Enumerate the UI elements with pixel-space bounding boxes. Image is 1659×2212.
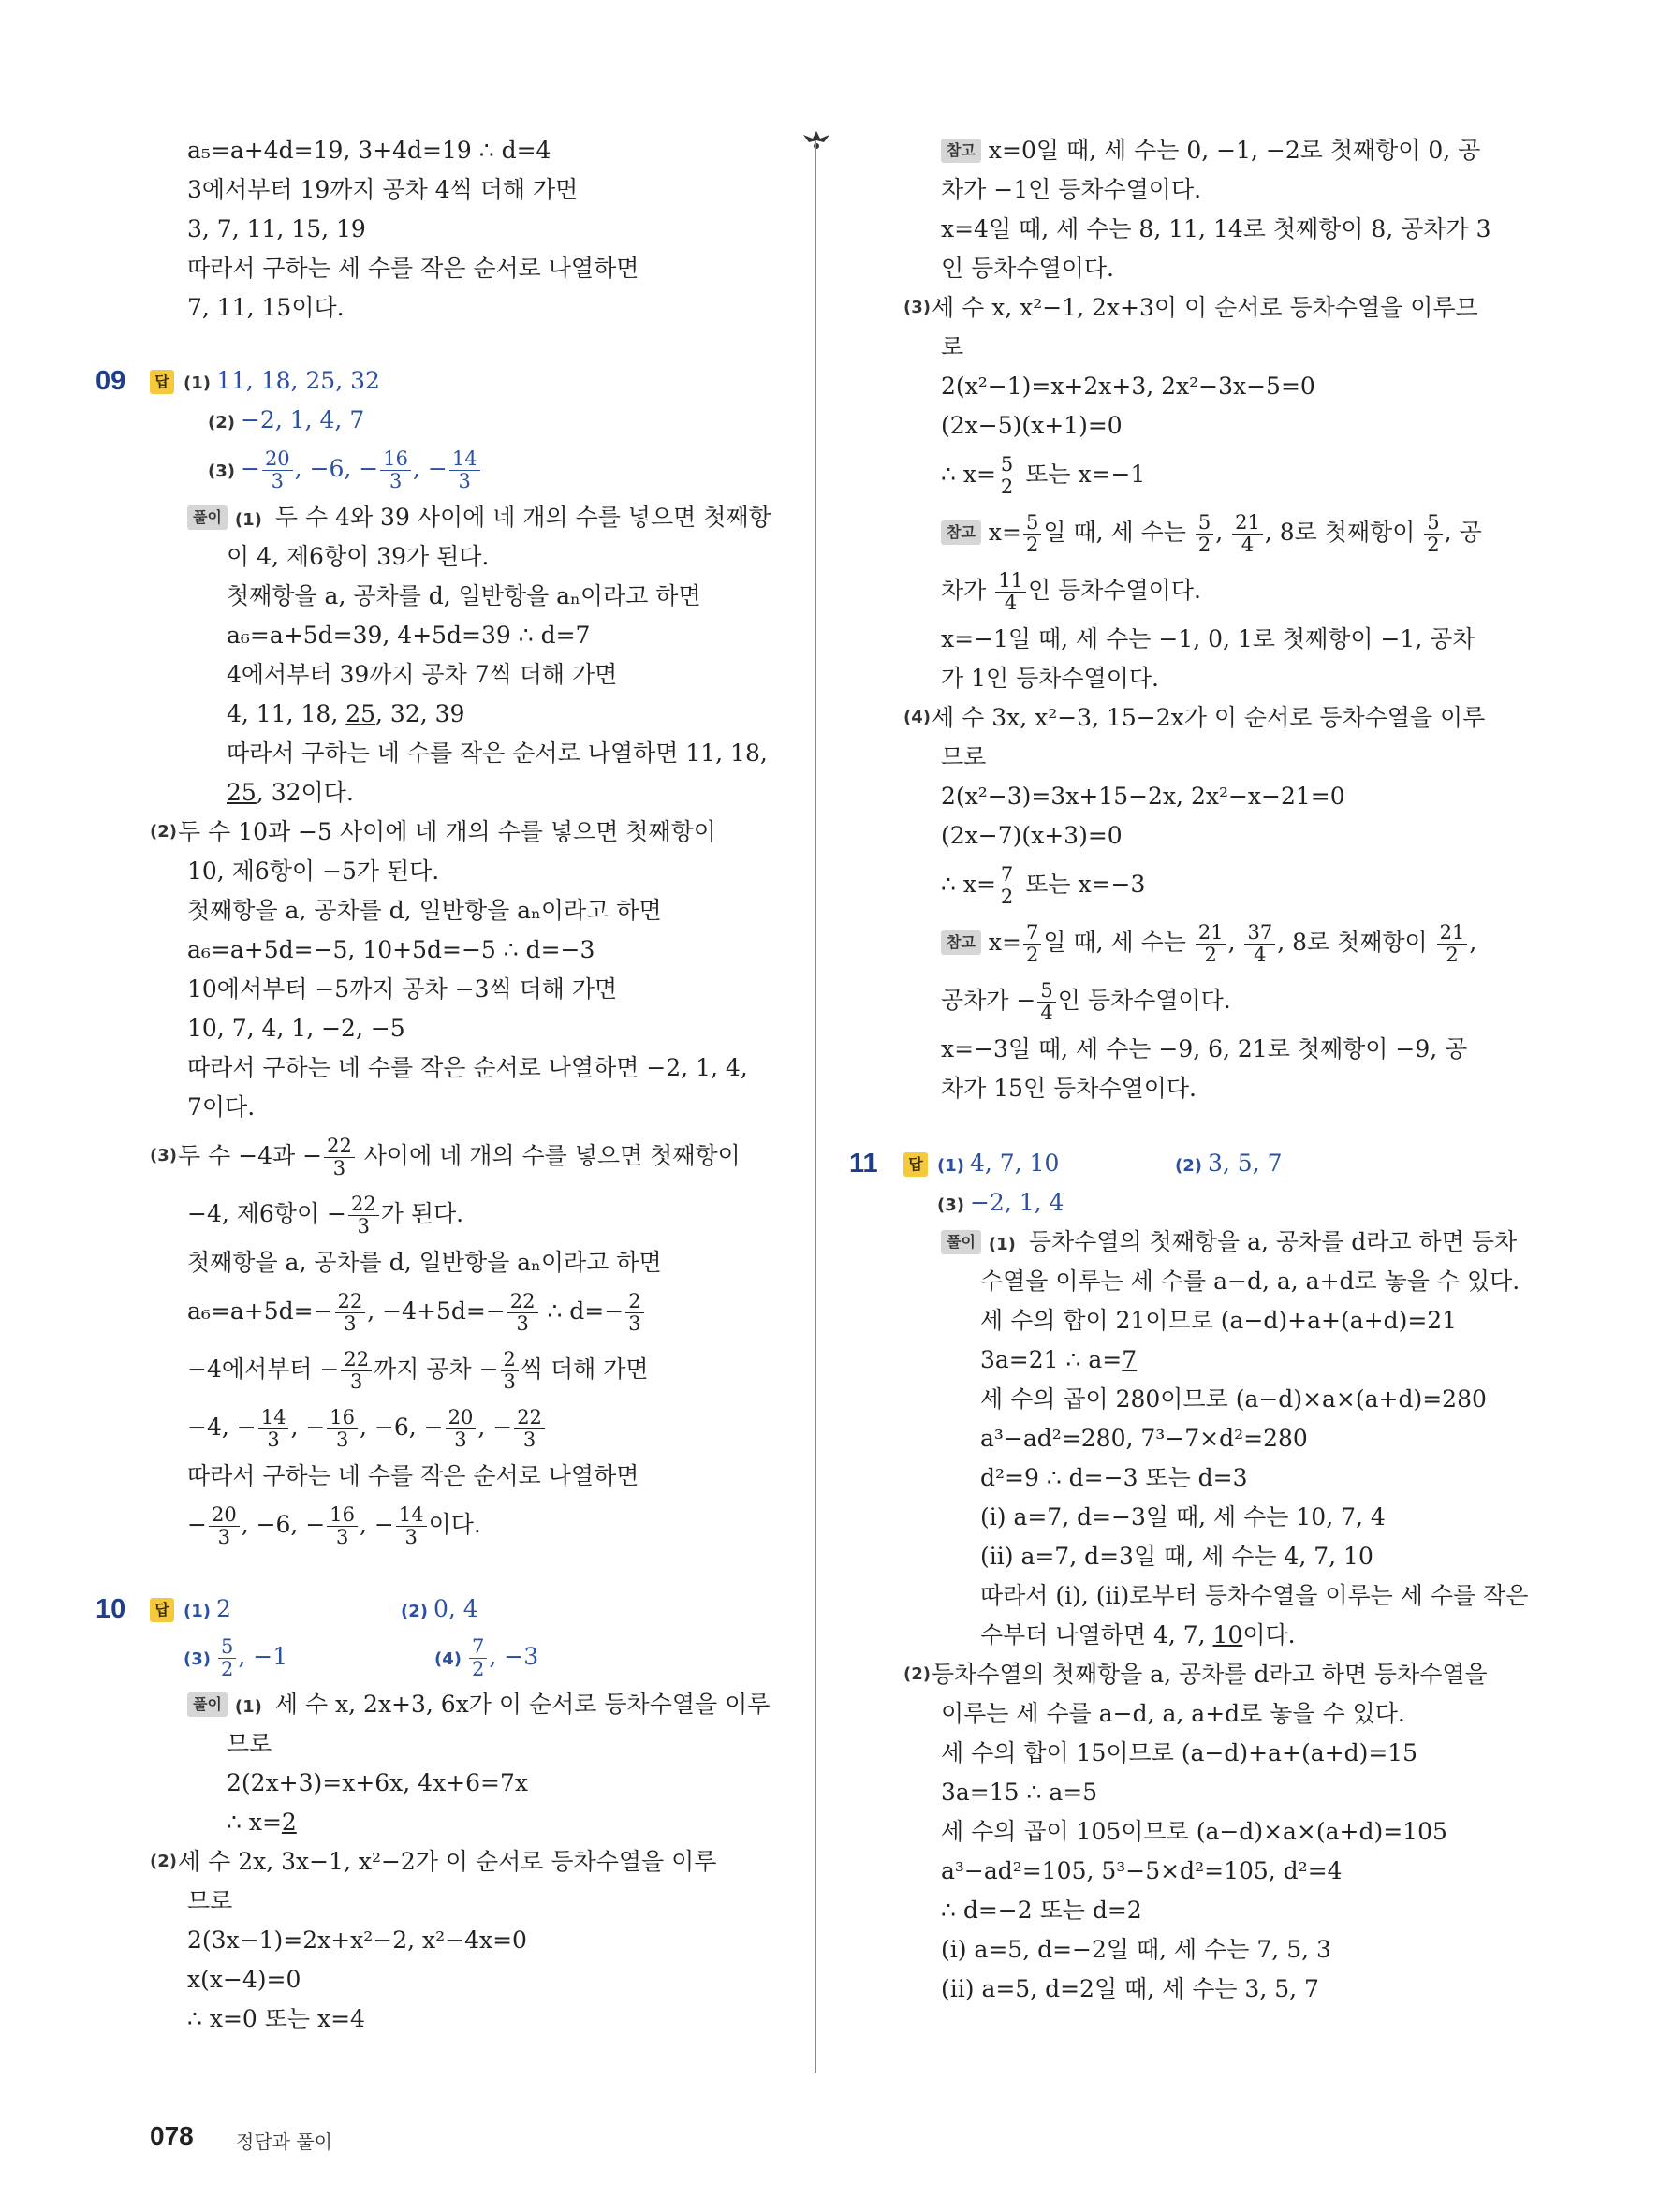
fraction: $\frac{7}{2}$	[998, 864, 1016, 908]
solution-line: 따라서 구하는 네 수를 작은 순서로 나열하면	[187, 1462, 639, 1489]
solution-line: (2) 세 수 2x, 3x−1, x²−2가 이 순서로 등차수열을 이루	[150, 1842, 758, 1882]
answer-value: −2, 1, 4	[969, 1189, 1064, 1216]
solution-line: 이 4, 제6항이 39가 된다.	[227, 543, 490, 570]
problem-number: 10	[95, 1594, 126, 1624]
fraction: $\frac{22}{3}$	[324, 1135, 355, 1179]
fraction: $\frac{22}{3}$	[514, 1407, 545, 1451]
solution-line: 2(2x+3)=x+6x, 4x+6=7x	[227, 1769, 528, 1796]
note-badge: 참고	[941, 139, 981, 163]
sub-label: (3)	[208, 461, 235, 481]
note-line: 인 등차수열이다.	[941, 255, 1114, 282]
solution-line: 세 수의 합이 15이므로 (a−d)+a+(a+d)=15	[941, 1739, 1418, 1766]
fraction: $\frac{14}{3}$	[396, 1504, 427, 1548]
note-block	[903, 131, 1489, 288]
fraction: $\frac{20}{3}$	[446, 1407, 477, 1451]
text-line: 3에서부터 19까지 공차 4씩 더해 가면	[187, 176, 579, 203]
solution-line: 로	[941, 333, 964, 360]
left-column	[95, 131, 771, 2039]
answer-value: −2, 1, 4, 7	[240, 406, 365, 433]
fraction: $\frac{7}{2}$	[469, 1636, 487, 1680]
spacer	[903, 1108, 1489, 1144]
answer-line: (3) $\frac{5}{2}$ , −1 (4) $\frac{7}{2}$ , −3	[184, 1635, 539, 1680]
solution-line: ∴ x=0 또는 x=4	[187, 2005, 365, 2032]
solution-line: (ⅱ) a=7, d=3일 때, 세 수는 4, 7, 10	[980, 1543, 1373, 1570]
solution-line: ∴ x= $\frac{5}{2}$ 또는 x=−1	[941, 453, 1146, 498]
sub-label: (3)	[184, 1649, 211, 1669]
sub-label: (1)	[234, 510, 262, 530]
answer-badge: 답	[150, 370, 174, 394]
solution-line: 풀이 (1) 두 수 4와 39 사이에 네 개의 수를 넣으면 첫째항	[150, 498, 758, 537]
solution-line: a₆=a+5d=− $\frac{22}{3}$ , −4+5d=− $\frac{22}{3}$ ∴ d=− $\frac{2}{3}$	[150, 1282, 758, 1340]
answer-value: 2	[215, 1595, 231, 1622]
note-line: 차가 −1인 등차수열이다.	[941, 176, 1202, 203]
answer-value: 11, 18, 25, 32	[215, 367, 380, 394]
fraction: $\frac{11}{4}$	[995, 570, 1026, 614]
answer-badge: 답	[150, 1598, 174, 1622]
solution-badge: 풀이	[941, 1230, 981, 1254]
solution-line: (ⅱ) a=5, d=2일 때, 세 수는 3, 5, 7	[941, 1975, 1319, 2002]
sub-label: (1)	[184, 374, 211, 393]
spacer	[150, 328, 758, 361]
solution-line: a₆=a+5d=−5, 10+5d=−5 ∴ d=−3	[187, 936, 595, 963]
solution-line: (3) 세 수 x, x²−1, 2x+3이 이 순서로 등차수열을 이루므	[903, 288, 1489, 328]
prior-solution-tail	[150, 131, 758, 328]
column-divider	[815, 140, 816, 2073]
solution-line: a³−ad²=280, 7³−7×d²=280	[980, 1425, 1308, 1452]
note-line: 참고 x=0일 때, 세 수는 0, −1, −2로 첫째항이 0, 공	[903, 131, 1489, 170]
solution-badge: 풀이	[187, 505, 228, 530]
sub-label: (2)	[903, 1664, 931, 1684]
text-line: 따라서 구하는 세 수를 작은 순서로 나열하면	[187, 255, 639, 282]
right-column	[849, 131, 1529, 2009]
solution-line: 풀이 (1) 등차수열의 첫째항을 a, 공차를 d라고 하면 등차	[903, 1223, 1489, 1262]
fraction: $\frac{5}{2}$	[1023, 512, 1041, 556]
spacer	[150, 1554, 758, 1589]
solution-line: 이루는 세 수를 a−d, a, a+d로 놓을 수 있다.	[941, 1700, 1405, 1727]
page-label: 정답과 풀이	[236, 2131, 332, 2153]
problem-11	[849, 1144, 1529, 2009]
solution-line: 세 수의 합이 21이므로 (a−d)+a+(a+d)=21	[980, 1307, 1458, 1334]
note-line: x=−3일 때, 세 수는 −9, 6, 21로 첫째항이 −9, 공	[941, 1035, 1468, 1062]
solution-line: 3a=15 ∴ a=5	[941, 1779, 1098, 1806]
sub-label: (1)	[988, 1235, 1016, 1254]
note-line: 공차가 − $\frac{5}{4}$ 인 등차수열이다.	[941, 979, 1231, 1024]
solution-line: (ⅰ) a=5, d=−2일 때, 세 수는 7, 5, 3	[941, 1936, 1331, 1963]
solution-line: 므로	[187, 1887, 233, 1914]
fraction: $\frac{14}{3}$	[258, 1407, 289, 1451]
sub-label: (2)	[1175, 1156, 1202, 1176]
solution-line: ∴ x=2	[227, 1809, 297, 1836]
fraction: $\frac{16}{3}$	[327, 1504, 358, 1548]
fraction: $\frac{22}{3}$	[507, 1291, 538, 1335]
answer-value: 0, 4	[433, 1595, 478, 1622]
solution-line: 수부터 나열하면 4, 7, 10이다.	[980, 1621, 1296, 1648]
sub-label: (2)	[150, 822, 177, 842]
note-line: x=−1일 때, 세 수는 −1, 0, 1로 첫째항이 −1, 공차	[941, 625, 1475, 652]
note-block	[903, 504, 1489, 698]
solution-line: 3a=21 ∴ a=7	[980, 1346, 1138, 1373]
answer-line	[849, 1144, 1489, 1183]
fraction: $\frac{7}{2}$	[1023, 922, 1041, 966]
solution-line: 10, 제6항이 −5가 된다.	[187, 857, 440, 885]
solution-line: 25, 32이다.	[227, 779, 354, 806]
sub-label: (1)	[234, 1697, 262, 1717]
solution-line: 따라서 구하는 네 수를 작은 순서로 나열하면 11, 18,	[227, 740, 768, 767]
fraction: $\frac{5}{4}$	[1037, 980, 1055, 1024]
answer-line	[95, 1589, 758, 1629]
answer-value: 3, 5, 7	[1207, 1150, 1283, 1177]
solution-line: 풀이 (1) 세 수 x, 2x+3, 6x가 이 순서로 등차수열을 이루	[150, 1685, 758, 1724]
fraction: $\frac{21}{2}$	[1437, 922, 1468, 966]
note-badge: 참고	[941, 930, 981, 955]
sub-label: (2)	[150, 1852, 177, 1871]
sub-label: (2)	[401, 1602, 428, 1621]
note-line: 참고 x= $\frac{5}{2}$ 일 때, 세 수는 $\frac{5}{2}$ , $\frac{21}{4}$ , 8로 첫째항이 $\frac{5}{2}$ , 공	[903, 504, 1489, 562]
solution-line: 므로	[941, 743, 987, 770]
solution-line: d²=9 ∴ d=−3 또는 d=3	[980, 1464, 1248, 1491]
fraction: $\frac{22}{3}$	[335, 1291, 366, 1335]
solution-line: 2(3x−1)=2x+x²−2, x²−4x=0	[187, 1926, 527, 1954]
fraction: $\frac{5}{2}$	[1196, 512, 1213, 556]
sub-label: (4)	[434, 1649, 462, 1669]
text-line: 3, 7, 11, 15, 19	[187, 215, 366, 242]
solution-line: (3) 두 수 −4과 − $\frac{22}{3}$ 사이에 네 개의 수를 넣으면 첫째항이	[150, 1127, 758, 1185]
solution-line: 4, 11, 18, 25, 32, 39	[227, 700, 465, 727]
note-line: 차가 $\frac{11}{4}$ 인 등차수열이다.	[941, 569, 1201, 614]
fraction: $\frac{37}{4}$	[1244, 922, 1275, 966]
sub-label: (4)	[903, 708, 931, 727]
fraction: $\frac{5}{2}$	[998, 454, 1016, 498]
solution-line: (2) 등차수열의 첫째항을 a, 공차를 d라고 하면 등차수열을	[903, 1655, 1489, 1694]
note-line: x=4일 때, 세 수는 8, 11, 14로 첫째항이 8, 공차가 3	[941, 215, 1491, 242]
answer-badge: 답	[903, 1152, 928, 1177]
solution-line: 첫째항을 a, 공차를 d, 일반항을 aₙ이라고 하면	[227, 582, 701, 609]
fraction: $\frac{16}{3}$	[327, 1407, 358, 1451]
note-block	[903, 914, 1489, 1108]
solution-line: 므로	[227, 1730, 272, 1757]
fraction: $\frac{5}{2}$	[1424, 512, 1442, 556]
solution-line: −4, − $\frac{14}{3}$ , − $\frac{16}{3}$ , −6, − $\frac{20}{3}$ , − $\frac{22}{3}$	[150, 1399, 758, 1457]
problem-number: 09	[95, 366, 126, 396]
fraction: $\frac{22}{3}$	[341, 1349, 372, 1393]
text-line: a₅=a+4d=19, 3+4d=19 ∴ d=4	[187, 137, 551, 164]
problem-number: 11	[849, 1149, 878, 1179]
solution-line: (4) 세 수 3x, x²−3, 15−2x가 이 순서로 등차수열을 이루	[903, 698, 1489, 738]
solution-line: −4, 제6항이 − $\frac{22}{3}$ 가 된다.	[187, 1193, 464, 1238]
solution-line: 4에서부터 39까지 공차 7씩 더해 가면	[227, 661, 618, 688]
solution-line: 10, 7, 4, 1, −2, −5	[187, 1015, 405, 1042]
sub-label: (1)	[937, 1156, 964, 1176]
solution-line: (ⅰ) a=7, d=−3일 때, 세 수는 10, 7, 4	[980, 1503, 1386, 1531]
note-line: 차가 15인 등차수열이다.	[941, 1075, 1197, 1102]
fraction: $\frac{21}{2}$	[1196, 922, 1226, 966]
answer-line	[903, 1183, 1489, 1223]
solution-line: ∴ d=−2 또는 d=2	[941, 1897, 1142, 1924]
note-line: 참고 x= $\frac{7}{2}$ 일 때, 세 수는 $\frac{21}{2}$ , $\frac{37}{4}$ , 8로 첫째항이 $\frac{21}{2}$ ,	[903, 914, 1489, 972]
solution-line: 2(x²−3)=3x+15−2x, 2x²−x−21=0	[941, 783, 1345, 810]
solution-line: (2x−5)(x+1)=0	[941, 412, 1123, 439]
solution-line: 세 수의 곱이 105이므로 (a−d)×a×(a+d)=105	[941, 1818, 1447, 1845]
solution-badge: 풀이	[187, 1692, 228, 1717]
sub-label: (3)	[903, 298, 931, 317]
solution-line: 따라서 (ⅰ), (ⅱ)로부터 등차수열을 이루는 세 수를 작은	[980, 1582, 1529, 1609]
solution-line: a³−ad²=105, 5³−5×d²=105, d²=4	[941, 1857, 1343, 1884]
solution-line: 수열을 이루는 세 수를 a−d, a, a+d로 놓을 수 있다.	[980, 1267, 1520, 1295]
page-number: 078	[150, 2121, 194, 2150]
problem-10	[95, 1589, 771, 2039]
answer-line	[150, 401, 758, 440]
fraction: $\frac{21}{4}$	[1232, 512, 1263, 556]
text-line: 7, 11, 15이다.	[187, 294, 345, 321]
sub-label: (3)	[150, 1146, 177, 1165]
solution-line: −4에서부터 − $\frac{22}{3}$ 까지 공차 − $\frac{2}{3}$ 씩 더해 가면	[187, 1348, 649, 1393]
solution-line: 세 수의 곱이 280이므로 (a−d)×a×(a+d)=280	[980, 1385, 1487, 1413]
solution-line: 따라서 구하는 네 수를 작은 순서로 나열하면 −2, 1, 4,	[187, 1054, 748, 1081]
fraction: $\frac{14}{3}$	[449, 448, 480, 492]
answer-line	[95, 361, 758, 401]
solution-line: 첫째항을 a, 공차를 d, 일반항을 aₙ이라고 하면	[187, 1249, 662, 1276]
sub-label: (1)	[184, 1602, 211, 1621]
fraction: $\frac{2}{3}$	[625, 1291, 643, 1335]
solution-line: x(x−4)=0	[187, 1966, 301, 1993]
problem-09	[95, 361, 771, 1554]
fraction: $\frac{16}{3}$	[380, 448, 411, 492]
sub-label: (3)	[937, 1195, 964, 1215]
fleuron-ornament-icon	[800, 127, 833, 155]
solution-line: (2) 두 수 10과 −5 사이에 네 개의 수를 넣으면 첫째항이	[150, 813, 758, 852]
answer-value: 4, 7, 10	[969, 1150, 1060, 1177]
fraction: $\frac{22}{3}$	[348, 1194, 379, 1238]
note-line: 가 1인 등차수열이다.	[941, 665, 1159, 692]
fraction: $\frac{20}{3}$	[209, 1504, 240, 1548]
solution-line: ∴ x= $\frac{7}{2}$ 또는 x=−3	[941, 863, 1146, 908]
note-badge: 참고	[941, 520, 981, 545]
solution-line: 7이다.	[187, 1093, 256, 1121]
solution-line: 첫째항을 a, 공차를 d, 일반항을 aₙ이라고 하면	[187, 897, 662, 924]
solution-line: − $\frac{20}{3}$ , −6, − $\frac{16}{3}$ , − $\frac{14}{3}$ 이다.	[187, 1503, 481, 1548]
solution-line: 2(x²−1)=x+2x+3, 2x²−3x−5=0	[941, 373, 1315, 400]
solution-line: a₆=a+5d=39, 4+5d=39 ∴ d=7	[227, 622, 591, 649]
answer-line: (3) − $\frac{20}{3}$ , −6, − $\frac{16}{3}$ , − $\frac{14}{3}$	[150, 440, 758, 498]
solution-line: 10에서부터 −5까지 공차 −3씩 더해 가면	[187, 975, 618, 1003]
fraction: $\frac{5}{2}$	[218, 1636, 236, 1680]
fraction: $\frac{20}{3}$	[262, 448, 293, 492]
fraction: $\frac{2}{3}$	[501, 1349, 519, 1393]
solution-line: (2x−7)(x+3)=0	[941, 822, 1123, 849]
sub-label: (2)	[208, 413, 235, 432]
